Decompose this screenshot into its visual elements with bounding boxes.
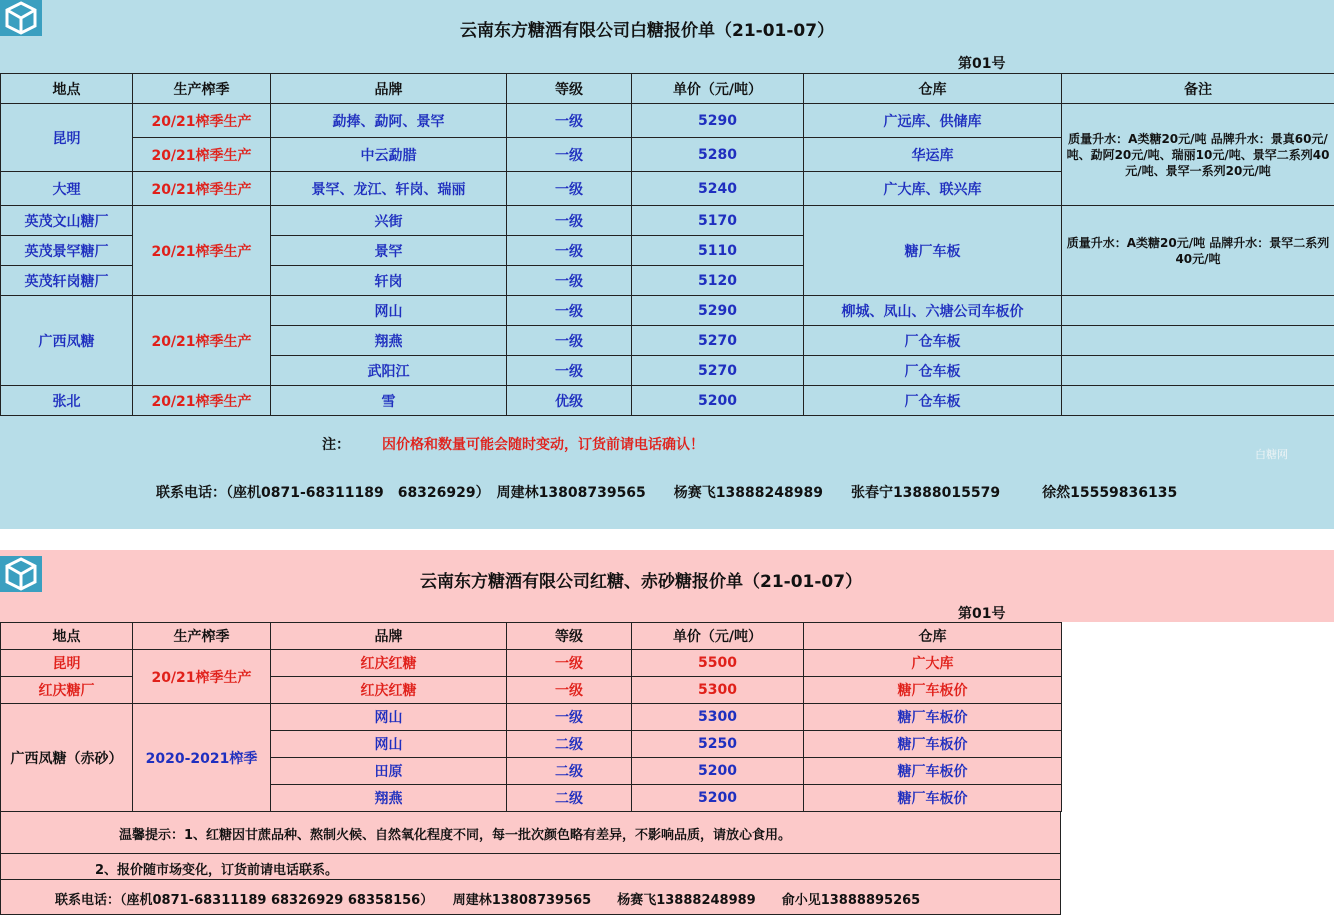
header-price: 单价（元/吨） (632, 74, 804, 104)
location-cell: 红庆糖厂 (1, 677, 133, 704)
location-cell: 大理 (1, 172, 133, 206)
warehouse-cell: 糖厂车板价 (804, 677, 1062, 704)
grade-cell: 一级 (507, 677, 632, 704)
grade-cell: 二级 (507, 758, 632, 785)
warehouse-cell: 糖厂车板 (804, 206, 1062, 296)
header-grade: 等级 (507, 74, 632, 104)
brand-cell: 兴街 (271, 206, 507, 236)
remarks-cell (1062, 356, 1334, 386)
warehouse-cell: 厂仓车板 (804, 326, 1062, 356)
price-cell: 5280 (632, 138, 804, 172)
warehouse-cell: 厂仓车板 (804, 386, 1062, 416)
note-text: 因价格和数量可能会随时变动，订货前请电话确认！ (382, 437, 704, 453)
price-cell: 5200 (632, 785, 804, 812)
warehouse-cell: 柳城、凤山、六塘公司车板价 (804, 296, 1062, 326)
warehouse-cell: 广大库 (804, 650, 1062, 677)
season-cell: 20/21榨季生产 (133, 206, 271, 296)
warehouse-cell: 糖厂车板价 (804, 758, 1062, 785)
header-brand: 品牌 (271, 623, 507, 650)
table-header-row (1, 623, 1062, 650)
table-row (1, 296, 1334, 326)
price-cell: 5300 (632, 677, 804, 704)
table-row (1, 206, 1334, 236)
brand-cell: 景罕 (271, 236, 507, 266)
header-grade: 等级 (507, 623, 632, 650)
brand-cell: 田原 (271, 758, 507, 785)
white-price-table (0, 73, 1334, 416)
grade-cell: 一级 (507, 104, 632, 138)
company-logo-icon (0, 556, 42, 592)
tip-box-2 (0, 853, 1061, 880)
price-cell: 5200 (632, 758, 804, 785)
season-cell: 20/21榨季生产 (133, 386, 271, 416)
grade-cell: 一级 (507, 356, 632, 386)
price-cell: 5500 (632, 650, 804, 677)
location-cell: 英茂景罕糖厂 (1, 236, 133, 266)
grade-cell: 一级 (507, 172, 632, 206)
grade-cell: 优级 (507, 386, 632, 416)
sheet-title: 云南东方糖酒有限公司红糖、赤砂糖报价单（21-01-07） (420, 572, 863, 592)
brand-cell: 红庆红糖 (271, 677, 507, 704)
brand-cell: 勐捧、勐阿、景罕 (271, 104, 507, 138)
table-row (1, 704, 1062, 731)
contact-line: 联系电话：（座机0871-68311189 68326929 68358156） 周建林13808739565 杨赛飞13888248989 俞小见13888895265 (55, 893, 921, 908)
grade-cell: 一级 (507, 266, 632, 296)
price-cell: 5170 (632, 206, 804, 236)
brand-cell: 中云勐腊 (271, 138, 507, 172)
season-cell: 2020-2021榨季 (133, 704, 271, 812)
warehouse-cell: 厂仓车板 (804, 356, 1062, 386)
table-row (1, 650, 1062, 677)
contact-line: 联系电话：（座机0871-68311189 68326929） 周建林13808739565 杨赛飞13888248989 张春宁13888015579 徐然15559836135 (156, 485, 1178, 501)
contact-box (0, 879, 1061, 915)
location-cell: 英茂文山糖厂 (1, 206, 133, 236)
header-location: 地点 (1, 623, 133, 650)
price-cell: 5290 (632, 104, 804, 138)
grade-cell: 一级 (507, 704, 632, 731)
brand-cell: 雪 (271, 386, 507, 416)
brand-cell: 轩岗 (271, 266, 507, 296)
price-cell: 5270 (632, 326, 804, 356)
remarks-cell (1062, 296, 1334, 326)
price-cell: 5300 (632, 704, 804, 731)
header-season: 生产榨季 (133, 74, 271, 104)
document-number: 第01号 (958, 606, 1006, 622)
price-cell: 5120 (632, 266, 804, 296)
grade-cell: 一级 (507, 296, 632, 326)
red-sugar-sheet (0, 550, 1334, 915)
brand-cell: 武阳江 (271, 356, 507, 386)
header-location: 地点 (1, 74, 133, 104)
price-cell: 5270 (632, 356, 804, 386)
header-remarks: 备注 (1062, 74, 1334, 104)
brand-cell: 网山 (271, 704, 507, 731)
warehouse-cell: 糖厂车板价 (804, 785, 1062, 812)
grade-cell: 二级 (507, 731, 632, 758)
remarks-cell: 质量升水：A类糖20元/吨 品牌升水：景罕二系列40元/吨 (1062, 206, 1334, 296)
price-cell: 5290 (632, 296, 804, 326)
sheet-title: 云南东方糖酒有限公司白糖报价单（21-01-07） (460, 21, 835, 41)
warehouse-cell: 广大库、联兴库 (804, 172, 1062, 206)
season-cell: 20/21榨季生产 (133, 172, 271, 206)
season-cell: 20/21榨季生产 (133, 104, 271, 138)
grade-cell: 二级 (507, 785, 632, 812)
grade-cell: 一级 (507, 206, 632, 236)
table-row (1, 104, 1334, 138)
table-header-row (1, 74, 1334, 104)
tip-1: 温馨提示：1、红糖因甘蔗品种、熬制火候、自然氧化程度不同，每一批次颜色略有差异，不影响品质，请放心食用。 (119, 828, 792, 843)
note-label: 注： (322, 437, 350, 453)
grade-cell: 一级 (507, 138, 632, 172)
red-price-table (0, 622, 1062, 812)
season-cell: 20/21榨季生产 (133, 650, 271, 704)
remarks-cell: 质量升水：A类糖20元/吨 品牌升水：景真60元/吨、勐阿20元/吨、瑞丽10元/吨、景罕二系列40元/吨、景罕一系列20元/吨 (1062, 104, 1334, 206)
header-warehouse: 仓库 (804, 74, 1062, 104)
brand-cell: 翔燕 (271, 326, 507, 356)
location-cell: 广西凤糖 (1, 296, 133, 386)
location-cell: 张北 (1, 386, 133, 416)
warehouse-cell: 糖厂车板价 (804, 704, 1062, 731)
warehouse-cell: 广远库、供储库 (804, 104, 1062, 138)
company-logo-icon (0, 0, 42, 36)
document-number: 第01号 (958, 56, 1006, 72)
header-season: 生产榨季 (133, 623, 271, 650)
grade-cell: 一级 (507, 236, 632, 266)
price-cell: 5200 (632, 386, 804, 416)
location-cell: 昆明 (1, 104, 133, 172)
brand-cell: 网山 (271, 731, 507, 758)
tip-2: 2、报价随市场变化，订货前请电话联系。 (95, 863, 339, 878)
warehouse-cell: 糖厂车板价 (804, 731, 1062, 758)
tip-box-1 (0, 811, 1061, 854)
price-cell: 5110 (632, 236, 804, 266)
grade-cell: 一级 (507, 650, 632, 677)
warehouse-cell: 华运库 (804, 138, 1062, 172)
watermark: 白糖网 (1255, 448, 1288, 461)
location-cell: 广西凤糖（赤砂） (1, 704, 133, 812)
season-cell: 20/21榨季生产 (133, 138, 271, 172)
price-cell: 5240 (632, 172, 804, 206)
header-warehouse: 仓库 (804, 623, 1062, 650)
season-cell: 20/21榨季生产 (133, 296, 271, 386)
header-price: 单价（元/吨） (632, 623, 804, 650)
remarks-cell (1062, 326, 1334, 356)
brand-cell: 网山 (271, 296, 507, 326)
location-cell: 昆明 (1, 650, 133, 677)
header-brand: 品牌 (271, 74, 507, 104)
price-cell: 5250 (632, 731, 804, 758)
grade-cell: 一级 (507, 326, 632, 356)
table-row (1, 386, 1334, 416)
brand-cell: 景罕、龙江、轩岗、瑞丽 (271, 172, 507, 206)
location-cell: 英茂轩岗糖厂 (1, 266, 133, 296)
brand-cell: 翔燕 (271, 785, 507, 812)
brand-cell: 红庆红糖 (271, 650, 507, 677)
remarks-cell (1062, 386, 1334, 416)
